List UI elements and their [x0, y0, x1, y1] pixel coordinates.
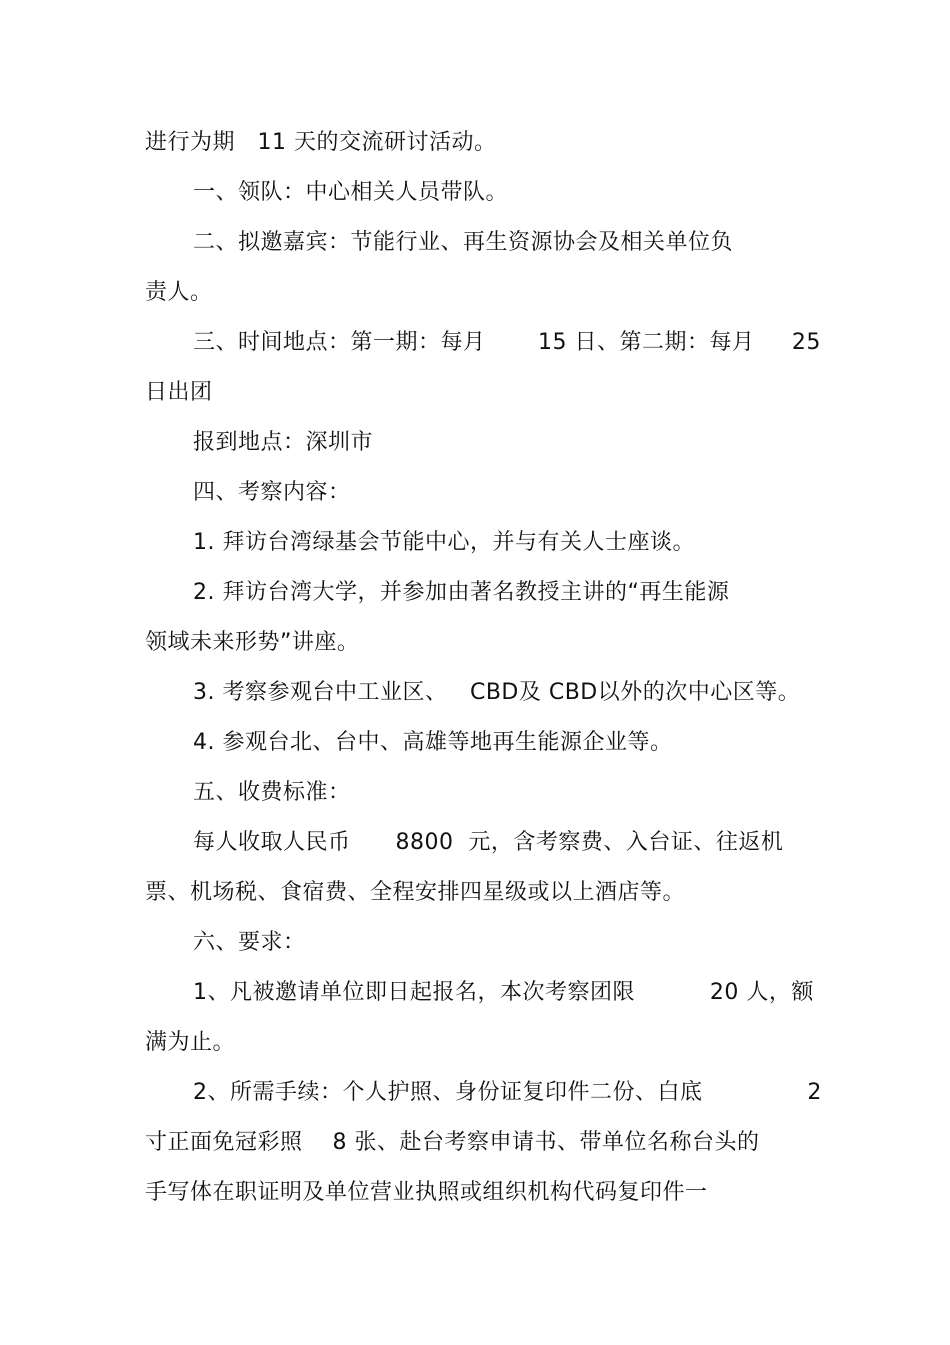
section-heading-fees: 五、收费标准：	[193, 780, 351, 805]
requirement-item-2-cont-2: 手写体在职证明及单位营业执照或组织机构代码复印件一	[145, 1180, 708, 1205]
section-heading-content: 四、考察内容：	[193, 480, 351, 505]
requirement-item-1: 1、凡被邀请单位即日起报名，本次考察团限 20 人，额	[193, 980, 814, 1005]
section-heading-time-place: 三、时间地点：第一期：每月 15 日、第二期：每月 25	[193, 330, 821, 355]
section-heading-guests: 二、拟邀嘉宾：节能行业、再生资源协会及相关单位负	[193, 230, 734, 255]
requirement-item-2-cont-1: 寸正面免冠彩照 8 张、赴台考察申请书、带单位名称台头的	[145, 1130, 760, 1155]
list-item-2-cont: 领域未来形势”讲座。	[145, 630, 360, 655]
requirement-item-2: 2、所需手续：个人护照、身份证复印件二份、白底 2	[193, 1080, 822, 1105]
text-line-guests-cont: 责人。	[145, 280, 213, 305]
text-line-fees-cont: 票、机场税、食宿费、全程安排四星级或以上酒店等。	[145, 880, 686, 905]
list-item-2: 2. 拜访台湾大学，并参加由著名教授主讲的“再生能源	[193, 580, 730, 605]
list-item-1: 1. 拜访台湾绿基会节能中心，并与有关人士座谈。	[193, 530, 695, 555]
text-line-fees: 每人收取人民币 8800 元，含考察费、入台证、往返机	[193, 830, 784, 855]
list-item-3: 3. 考察参观台中工业区、 CBD及 CBD以外的次中心区等。	[193, 680, 801, 705]
requirement-item-1-cont: 满为止。	[145, 1030, 236, 1055]
section-heading-leader: 一、领队：中心相关人员带队。	[193, 180, 509, 205]
section-heading-requirements: 六、要求：	[193, 930, 306, 955]
text-line-time-cont: 日出团	[145, 380, 213, 405]
text-line-1: 进行为期 11 天的交流研讨活动。	[145, 130, 497, 155]
list-item-4: 4. 参观台北、台中、高雄等地再生能源企业等。	[193, 730, 673, 755]
text-line-report-location: 报到地点：深圳市	[193, 430, 374, 455]
